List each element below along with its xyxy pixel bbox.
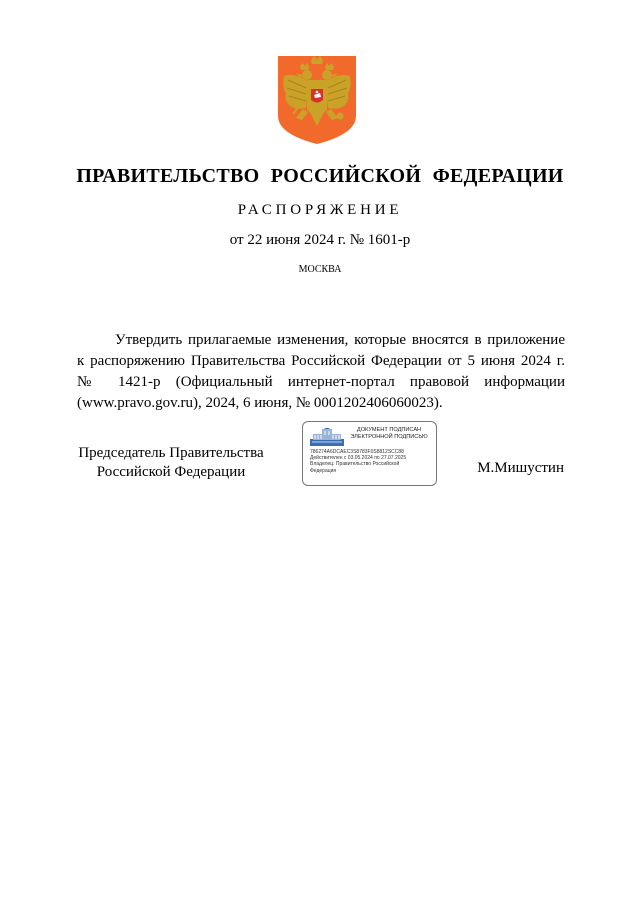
body-line: (www.pravo.gov.ru), 2024, 6 июня, № 0001202406060023). bbox=[77, 395, 443, 411]
body-line: к распоряжению Правительства Российской Федерации от 5 июня 2024 г. bbox=[77, 353, 565, 369]
signature-heading-line: ДОКУМЕНТ ПОДПИСАН bbox=[356, 427, 422, 433]
signatory-title-line: Председатель Правительства bbox=[78, 445, 264, 461]
electronic-signature-stamp bbox=[302, 421, 437, 486]
document-date-number: от 22 июня 2024 г. № 1601-р bbox=[229, 232, 411, 248]
certificate-owner: Владелец: Правительство Российской bbox=[310, 461, 400, 468]
government-building-icon bbox=[310, 428, 344, 446]
signature-heading bbox=[343, 427, 435, 441]
signatory-title-line: Российской Федерации bbox=[96, 464, 246, 480]
body-line: № 1421-р (Официальный интернет-портал правовой информации bbox=[77, 374, 565, 390]
document-type: РАСПОРЯЖЕНИЕ bbox=[237, 202, 403, 218]
body-line: Утвердить прилагаемые изменения, которые вносятся в приложение bbox=[115, 332, 565, 348]
document-city: МОСКВА bbox=[298, 264, 342, 275]
signature-heading-line: ЭЛЕКТРОННОЙ ПОДПИСЬЮ bbox=[350, 434, 428, 440]
certificate-owner: Федерация bbox=[310, 467, 337, 474]
order-body-text bbox=[77, 330, 565, 414]
russian-coat-of-arms-icon bbox=[276, 54, 358, 146]
organization-title: ПРАВИТЕЛЬСТВО РОССИЙСКОЙ ФЕДЕРАЦИИ bbox=[76, 165, 564, 187]
signer-name: М.Мишустин bbox=[477, 460, 564, 476]
signature-details bbox=[310, 449, 434, 474]
certificate-validity: Действителен с 03.05.2024 по 27.07.2025 bbox=[310, 455, 407, 462]
certificate-number: 786274A6DCAEC3S8783F0S8812SCC88 bbox=[310, 449, 404, 455]
signatory-title bbox=[60, 444, 282, 482]
